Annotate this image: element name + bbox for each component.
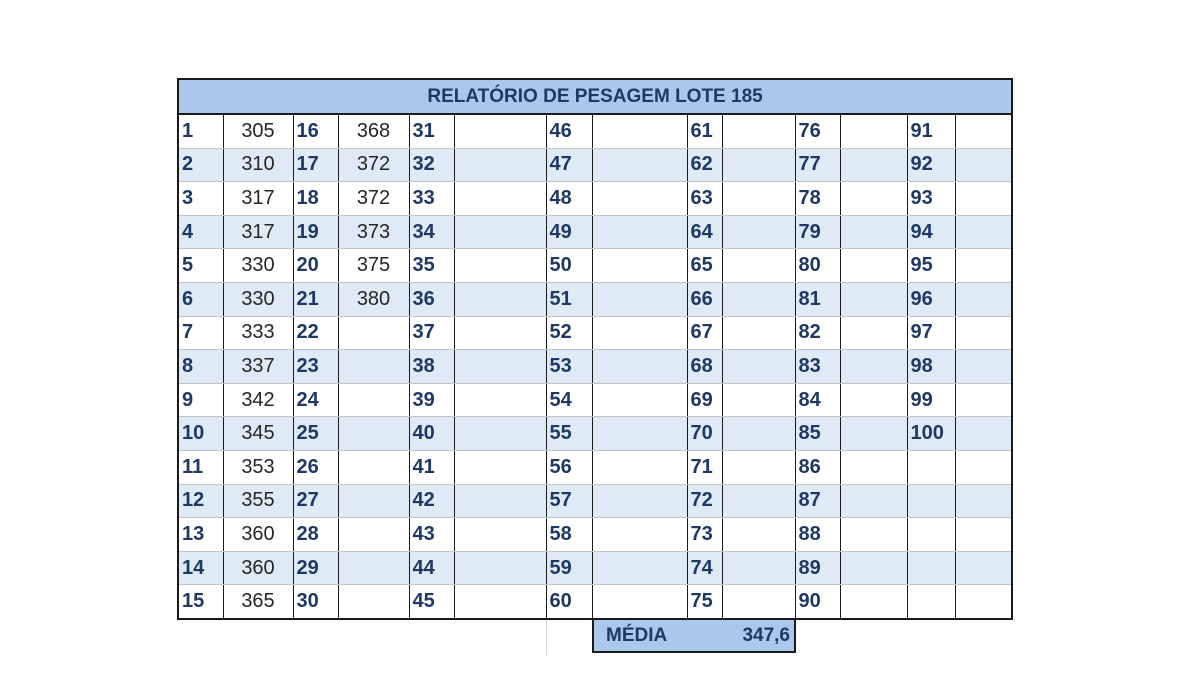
table-row	[178, 114, 1012, 148]
weight-cell[interactable]: 317	[223, 215, 293, 249]
weight-cell[interactable]	[592, 551, 687, 585]
weight-cell[interactable]	[955, 114, 1012, 148]
weight-cell[interactable]	[722, 316, 795, 350]
animal-number-cell[interactable]: 31	[409, 114, 454, 148]
animal-number-cell[interactable]: 67	[687, 316, 722, 350]
table-row	[178, 450, 1012, 484]
animal-number-cell[interactable]: 87	[795, 484, 840, 518]
weight-cell[interactable]: 305	[223, 114, 293, 148]
animal-number-cell[interactable]: 3	[178, 182, 223, 216]
weight-cell[interactable]	[592, 114, 687, 148]
weight-cell[interactable]	[955, 215, 1012, 249]
weight-cell[interactable]: 368	[338, 114, 409, 148]
animal-number-cell[interactable]: 37	[409, 316, 454, 350]
animal-number-cell[interactable]: 79	[795, 215, 840, 249]
weight-cell[interactable]	[840, 215, 907, 249]
weight-cell[interactable]	[338, 316, 409, 350]
animal-number-cell[interactable]: 80	[795, 249, 840, 283]
weight-cell[interactable]	[592, 182, 687, 216]
animal-number-cell[interactable]: 22	[293, 316, 338, 350]
animal-number-cell[interactable]: 86	[795, 450, 840, 484]
animal-number-cell[interactable]: 45	[409, 585, 454, 619]
animal-number-cell[interactable]: 60	[546, 585, 592, 619]
weight-cell[interactable]	[592, 484, 687, 518]
weight-cell[interactable]	[592, 585, 687, 619]
animal-number-cell[interactable]: 30	[293, 585, 338, 619]
weight-cell[interactable]: 360	[223, 518, 293, 552]
weight-cell[interactable]	[338, 417, 409, 451]
animal-number-cell[interactable]: 42	[409, 484, 454, 518]
animal-number-cell[interactable]: 35	[409, 249, 454, 283]
weight-cell[interactable]	[722, 585, 795, 619]
weight-cell[interactable]	[454, 450, 546, 484]
animal-number-cell[interactable]: 53	[546, 350, 592, 384]
animal-number-cell[interactable]: 27	[293, 484, 338, 518]
weight-cell[interactable]	[454, 215, 546, 249]
animal-number-cell[interactable]: 44	[409, 551, 454, 585]
weight-cell[interactable]	[454, 383, 546, 417]
animal-number-cell[interactable]: 77	[795, 148, 840, 182]
table-row	[178, 148, 1012, 182]
weight-cell[interactable]	[454, 114, 546, 148]
weight-cell[interactable]	[840, 484, 907, 518]
animal-number-cell[interactable]: 65	[687, 249, 722, 283]
animal-number-cell[interactable]: 83	[795, 350, 840, 384]
weight-cell[interactable]	[722, 249, 795, 283]
animal-number-cell[interactable]: 92	[907, 148, 955, 182]
animal-number-cell[interactable]: 23	[293, 350, 338, 384]
animal-number-cell[interactable]: 70	[687, 417, 722, 451]
animal-number-cell[interactable]: 96	[907, 282, 955, 316]
weight-cell[interactable]: 330	[223, 249, 293, 283]
animal-number-cell[interactable]: 51	[546, 282, 592, 316]
animal-number-cell[interactable]	[907, 551, 955, 585]
weight-cell[interactable]	[592, 518, 687, 552]
weight-cell[interactable]	[955, 551, 1012, 585]
animal-number-cell[interactable]	[907, 518, 955, 552]
animal-number-cell[interactable]: 82	[795, 316, 840, 350]
animal-number-cell[interactable]: 88	[795, 518, 840, 552]
weight-cell[interactable]	[955, 350, 1012, 384]
weight-cell[interactable]: 317	[223, 182, 293, 216]
animal-number-cell[interactable]: 47	[546, 148, 592, 182]
weight-cell[interactable]: 355	[223, 484, 293, 518]
weight-cell[interactable]: 380	[338, 282, 409, 316]
weight-cell[interactable]: 330	[223, 282, 293, 316]
animal-number-cell[interactable]: 43	[409, 518, 454, 552]
weight-cell[interactable]	[592, 316, 687, 350]
weight-cell[interactable]	[454, 282, 546, 316]
table-row	[178, 249, 1012, 283]
animal-number-cell[interactable]: 98	[907, 350, 955, 384]
weight-cell[interactable]: 337	[223, 350, 293, 384]
animal-number-cell[interactable]: 19	[293, 215, 338, 249]
animal-number-cell[interactable]: 73	[687, 518, 722, 552]
animal-number-cell[interactable]: 25	[293, 417, 338, 451]
weight-cell[interactable]	[955, 249, 1012, 283]
animal-number-cell[interactable]: 20	[293, 249, 338, 283]
weight-cell[interactable]	[840, 383, 907, 417]
animal-number-cell[interactable]: 8	[178, 350, 223, 384]
animal-number-cell[interactable]: 18	[293, 182, 338, 216]
weight-cell[interactable]	[840, 551, 907, 585]
weight-cell[interactable]	[722, 148, 795, 182]
report-body	[178, 114, 1012, 619]
weighing-report-table	[177, 78, 1013, 620]
weight-cell[interactable]	[840, 518, 907, 552]
weight-cell[interactable]	[454, 316, 546, 350]
animal-number-cell[interactable]: 85	[795, 417, 840, 451]
animal-number-cell[interactable]: 28	[293, 518, 338, 552]
weight-cell[interactable]	[722, 215, 795, 249]
weight-cell[interactable]	[338, 450, 409, 484]
animal-number-cell[interactable]: 5	[178, 249, 223, 283]
animal-number-cell[interactable]: 89	[795, 551, 840, 585]
weight-cell[interactable]	[955, 417, 1012, 451]
animal-number-cell[interactable]: 90	[795, 585, 840, 619]
animal-number-cell[interactable]: 14	[178, 551, 223, 585]
weight-cell[interactable]	[955, 182, 1012, 216]
gridline	[546, 620, 547, 655]
animal-number-cell[interactable]: 56	[546, 450, 592, 484]
weight-cell[interactable]	[955, 383, 1012, 417]
weight-cell[interactable]	[454, 148, 546, 182]
animal-number-cell[interactable]: 12	[178, 484, 223, 518]
weight-cell[interactable]	[840, 148, 907, 182]
weight-cell[interactable]	[722, 182, 795, 216]
animal-number-cell[interactable]: 81	[795, 282, 840, 316]
weight-cell[interactable]	[454, 484, 546, 518]
weight-cell[interactable]	[840, 249, 907, 283]
weight-cell[interactable]	[955, 518, 1012, 552]
table-row	[178, 215, 1012, 249]
animal-number-cell[interactable]: 99	[907, 383, 955, 417]
animal-number-cell[interactable]: 17	[293, 148, 338, 182]
animal-number-cell[interactable]: 68	[687, 350, 722, 384]
weight-cell[interactable]	[454, 182, 546, 216]
animal-number-cell[interactable]: 36	[409, 282, 454, 316]
weight-cell[interactable]	[454, 249, 546, 283]
weight-cell[interactable]	[454, 518, 546, 552]
animal-number-cell[interactable]: 54	[546, 383, 592, 417]
animal-number-cell[interactable]	[907, 585, 955, 619]
weight-cell[interactable]	[338, 585, 409, 619]
weight-cell[interactable]	[338, 518, 409, 552]
animal-number-cell[interactable]: 15	[178, 585, 223, 619]
weight-cell[interactable]	[840, 417, 907, 451]
animal-number-cell[interactable]: 100	[907, 417, 955, 451]
weight-cell[interactable]	[454, 417, 546, 451]
table-row	[178, 350, 1012, 384]
weight-cell[interactable]	[338, 484, 409, 518]
weight-cell[interactable]: 373	[338, 215, 409, 249]
weight-cell[interactable]	[592, 249, 687, 283]
animal-number-cell[interactable]: 62	[687, 148, 722, 182]
weight-cell[interactable]	[722, 551, 795, 585]
animal-number-cell[interactable]: 4	[178, 215, 223, 249]
animal-number-cell[interactable]: 64	[687, 215, 722, 249]
animal-number-cell[interactable]: 55	[546, 417, 592, 451]
weight-cell[interactable]	[955, 484, 1012, 518]
animal-number-cell[interactable]: 29	[293, 551, 338, 585]
weight-cell[interactable]	[840, 282, 907, 316]
table-row	[178, 182, 1012, 216]
weight-cell[interactable]	[955, 282, 1012, 316]
weight-cell[interactable]	[592, 383, 687, 417]
animal-number-cell[interactable]: 7	[178, 316, 223, 350]
table-row	[178, 417, 1012, 451]
table-row	[178, 585, 1012, 619]
animal-number-cell[interactable]: 40	[409, 417, 454, 451]
weight-cell[interactable]	[840, 114, 907, 148]
weight-cell[interactable]	[338, 551, 409, 585]
weight-cell[interactable]	[722, 282, 795, 316]
animal-number-cell[interactable]: 72	[687, 484, 722, 518]
weight-cell[interactable]	[722, 484, 795, 518]
table-row	[178, 551, 1012, 585]
animal-number-cell[interactable]: 84	[795, 383, 840, 417]
weight-cell[interactable]	[722, 383, 795, 417]
weight-cell[interactable]	[592, 282, 687, 316]
weight-cell[interactable]: 372	[338, 148, 409, 182]
weight-cell[interactable]: 310	[223, 148, 293, 182]
animal-number-cell[interactable]: 32	[409, 148, 454, 182]
animal-number-cell[interactable]: 52	[546, 316, 592, 350]
weight-cell[interactable]: 333	[223, 316, 293, 350]
weight-cell[interactable]	[592, 450, 687, 484]
animal-number-cell[interactable]: 59	[546, 551, 592, 585]
animal-number-cell[interactable]: 39	[409, 383, 454, 417]
animal-number-cell[interactable]: 34	[409, 215, 454, 249]
weight-cell[interactable]	[722, 417, 795, 451]
weight-cell[interactable]	[840, 316, 907, 350]
animal-number-cell[interactable]: 41	[409, 450, 454, 484]
animal-number-cell[interactable]: 33	[409, 182, 454, 216]
animal-number-cell[interactable]	[907, 450, 955, 484]
weight-cell[interactable]	[840, 182, 907, 216]
animal-number-cell[interactable]: 91	[907, 114, 955, 148]
weight-cell[interactable]	[454, 585, 546, 619]
animal-number-cell[interactable]: 95	[907, 249, 955, 283]
animal-number-cell[interactable]: 74	[687, 551, 722, 585]
animal-number-cell[interactable]: 16	[293, 114, 338, 148]
animal-number-cell[interactable]: 97	[907, 316, 955, 350]
animal-number-cell[interactable]: 6	[178, 282, 223, 316]
animal-number-cell[interactable]: 93	[907, 182, 955, 216]
weight-cell[interactable]: 345	[223, 417, 293, 451]
weight-cell[interactable]	[840, 350, 907, 384]
weight-cell[interactable]	[592, 350, 687, 384]
animal-number-cell[interactable]: 50	[546, 249, 592, 283]
animal-number-cell[interactable]: 57	[546, 484, 592, 518]
weight-cell[interactable]: 353	[223, 450, 293, 484]
animal-number-cell[interactable]: 26	[293, 450, 338, 484]
weight-cell[interactable]	[840, 585, 907, 619]
weight-cell[interactable]: 372	[338, 182, 409, 216]
animal-number-cell[interactable]: 75	[687, 585, 722, 619]
weight-cell[interactable]	[955, 148, 1012, 182]
weight-cell[interactable]	[454, 551, 546, 585]
animal-number-cell[interactable]: 48	[546, 182, 592, 216]
weight-cell[interactable]	[722, 450, 795, 484]
table-row	[178, 383, 1012, 417]
weight-cell[interactable]	[955, 316, 1012, 350]
average-label: MÉDIA	[606, 624, 668, 646]
weight-cell[interactable]: 360	[223, 551, 293, 585]
animal-number-cell[interactable]: 78	[795, 182, 840, 216]
weight-cell[interactable]: 342	[223, 383, 293, 417]
report-title[interactable]: RELATÓRIO DE PESAGEM LOTE 185	[178, 79, 1012, 114]
table-row	[178, 316, 1012, 350]
animal-number-cell[interactable]: 49	[546, 215, 592, 249]
weight-cell[interactable]	[722, 350, 795, 384]
animal-number-cell[interactable]: 24	[293, 383, 338, 417]
table-row	[178, 518, 1012, 552]
weight-cell[interactable]	[338, 350, 409, 384]
animal-number-cell[interactable]: 38	[409, 350, 454, 384]
weight-cell[interactable]	[955, 450, 1012, 484]
animal-number-cell[interactable]: 76	[795, 114, 840, 148]
animal-number-cell[interactable]: 61	[687, 114, 722, 148]
animal-number-cell[interactable]: 58	[546, 518, 592, 552]
animal-number-cell[interactable]: 21	[293, 282, 338, 316]
animal-number-cell[interactable]: 66	[687, 282, 722, 316]
weight-cell[interactable]	[592, 148, 687, 182]
animal-number-cell[interactable]: 11	[178, 450, 223, 484]
animal-number-cell[interactable]: 10	[178, 417, 223, 451]
table-row	[178, 282, 1012, 316]
animal-number-cell[interactable]: 13	[178, 518, 223, 552]
animal-number-cell[interactable]: 1	[178, 114, 223, 148]
animal-number-cell[interactable]: 63	[687, 182, 722, 216]
animal-number-cell[interactable]: 69	[687, 383, 722, 417]
average-cell[interactable]	[592, 620, 796, 653]
weight-cell[interactable]	[592, 215, 687, 249]
weight-cell[interactable]: 375	[338, 249, 409, 283]
animal-number-cell[interactable]: 71	[687, 450, 722, 484]
weight-cell[interactable]	[955, 585, 1012, 619]
weight-cell[interactable]	[338, 383, 409, 417]
animal-number-cell[interactable]: 94	[907, 215, 955, 249]
animal-number-cell[interactable]: 46	[546, 114, 592, 148]
weight-cell[interactable]	[722, 518, 795, 552]
weight-cell[interactable]	[840, 450, 907, 484]
average-value: 347,6	[742, 624, 790, 646]
table-row	[178, 484, 1012, 518]
weight-cell[interactable]	[722, 114, 795, 148]
animal-number-cell[interactable]	[907, 484, 955, 518]
animal-number-cell[interactable]: 2	[178, 148, 223, 182]
weight-cell[interactable]	[454, 350, 546, 384]
weight-cell[interactable]	[592, 417, 687, 451]
animal-number-cell[interactable]: 9	[178, 383, 223, 417]
weight-cell[interactable]: 365	[223, 585, 293, 619]
